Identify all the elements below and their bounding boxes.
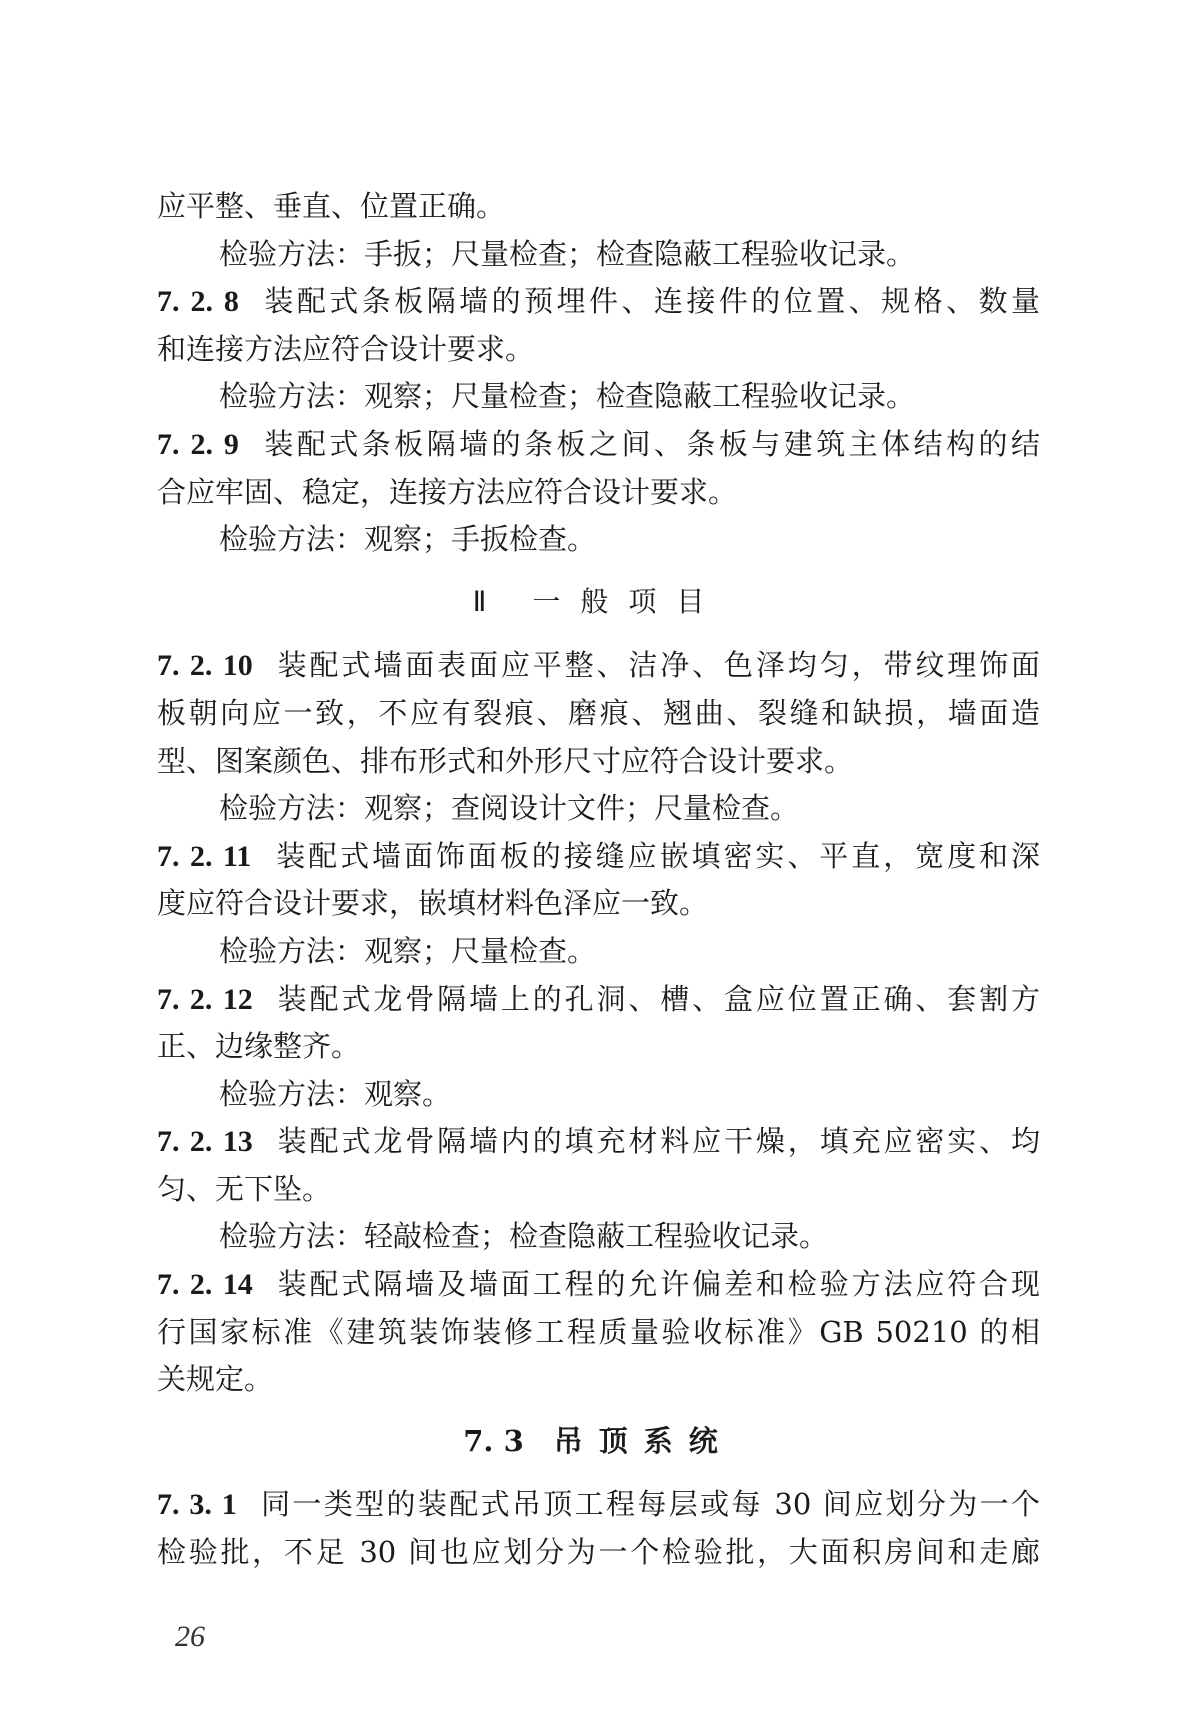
line-text: 匀、无下坠。 [157, 1171, 332, 1206]
text-line [157, 833, 1040, 881]
text-line [157, 1309, 1040, 1357]
text-line [157, 326, 1040, 374]
text-line [157, 880, 1040, 928]
text-line [157, 738, 1040, 786]
page-number: 26 [175, 1620, 205, 1653]
text-line [157, 976, 1040, 1024]
clause-number: 7. 2. 14 [157, 1268, 253, 1302]
line-text: 正、边缘整齐。 [157, 1029, 361, 1064]
line-text: 检验方法：观察；尺量检查。 [219, 933, 597, 968]
text-line [157, 1529, 1040, 1577]
text-line [157, 642, 1040, 690]
line-text: 板朝向应一致，不应有裂痕、磨痕、翘曲、裂缝和缺损，墙面造 [157, 695, 1040, 730]
text-line [157, 1261, 1040, 1309]
section-title: 吊顶系统 [553, 1423, 734, 1458]
text-line [157, 278, 1040, 326]
text-line [157, 231, 1040, 279]
text-line [157, 1023, 1040, 1071]
line-text: 装配式龙骨隔墙上的孔洞、槽、盒应位置正确、套割方 [274, 981, 1040, 1016]
line-text: 检验方法：观察；尺量检查；检查隐蔽工程验收记录。 [219, 379, 916, 414]
line-text: 装配式条板隔墙的条板之间、条板与建筑主体结构的结 [260, 426, 1040, 461]
text-line [157, 1071, 1040, 1119]
clause-number: 7. 2. 13 [157, 1125, 253, 1159]
text-line [157, 690, 1040, 738]
section-heading-7-3 [157, 1418, 1040, 1466]
line-text: 型、图案颜色、排布形式和外形尺寸应符合设计要求。 [157, 743, 854, 778]
line-text: 检验方法：观察；查阅设计文件；尺量检查。 [219, 791, 800, 826]
text-line [157, 1166, 1040, 1214]
line-text: 检验方法：轻敲检查；检查隐蔽工程验收记录。 [219, 1219, 829, 1254]
section-number: 7. 3 [463, 1423, 524, 1458]
text-line [157, 373, 1040, 421]
text-line [157, 1213, 1040, 1261]
line-text: 和连接方法应符合设计要求。 [157, 331, 535, 366]
text-line [157, 183, 1040, 231]
line-text: 关规定。 [157, 1362, 274, 1397]
clause-number: 7. 2. 10 [157, 649, 253, 683]
text-line [157, 469, 1040, 517]
clause-number: 7. 2. 8 [157, 285, 239, 319]
text-block-main-control [157, 183, 1040, 564]
text-block-ceiling-system [157, 1481, 1040, 1576]
line-text: 行国家标准《建筑装饰装修工程质量验收标准》GB 50210 的相 [157, 1314, 1040, 1349]
text-line [157, 1118, 1040, 1166]
line-text: 装配式墙面饰面板的接缝应嵌填密实、平直，宽度和深 [273, 838, 1040, 873]
line-text: 检验方法：观察。 [219, 1076, 452, 1111]
document-page [157, 183, 1040, 1577]
clause-number: 7. 2. 9 [157, 427, 239, 461]
section-title: 一般项目 [532, 584, 725, 618]
line-text: 装配式隔墙及墙面工程的允许偏差和检验方法应符合现 [274, 1267, 1040, 1302]
line-text: 装配式条板隔墙的预埋件、连接件的位置、规格、数量 [260, 284, 1040, 319]
line-text: 合应牢固、稳定，连接方法应符合设计要求。 [157, 474, 738, 509]
text-line [157, 1356, 1040, 1404]
line-text: 装配式龙骨隔墙内的填充材料应干燥，填充应密实、均 [274, 1124, 1040, 1159]
clause-number: 7. 2. 12 [157, 982, 253, 1016]
section-heading-general-items [157, 578, 1040, 626]
clause-number: 7. 3. 1 [157, 1488, 237, 1522]
line-text: 度应符合设计要求，嵌填材料色泽应一致。 [157, 886, 709, 921]
line-text: 检验批，不足 30 间也应划分为一个检验批，大面积房间和走廊 [157, 1535, 1040, 1570]
text-line [157, 928, 1040, 976]
text-line [157, 1481, 1040, 1529]
text-block-general-items [157, 642, 1040, 1404]
text-line [157, 785, 1040, 833]
line-text: 应平整、垂直、位置正确。 [157, 189, 506, 223]
line-text: 装配式墙面表面应平整、洁净、色泽均匀，带纹理饰面 [274, 648, 1040, 683]
clause-number: 7. 2. 11 [157, 839, 252, 873]
text-line [157, 421, 1040, 469]
line-text: 检验方法：观察；手扳检查。 [219, 522, 597, 557]
line-text: 检验方法：手扳；尺量检查；检查隐蔽工程验收记录。 [219, 236, 916, 271]
line-text: 同一类型的装配式吊顶工程每层或每 30 间应划分为一个 [258, 1487, 1040, 1522]
text-line [157, 516, 1040, 564]
section-roman-numeral: Ⅱ [472, 586, 507, 618]
